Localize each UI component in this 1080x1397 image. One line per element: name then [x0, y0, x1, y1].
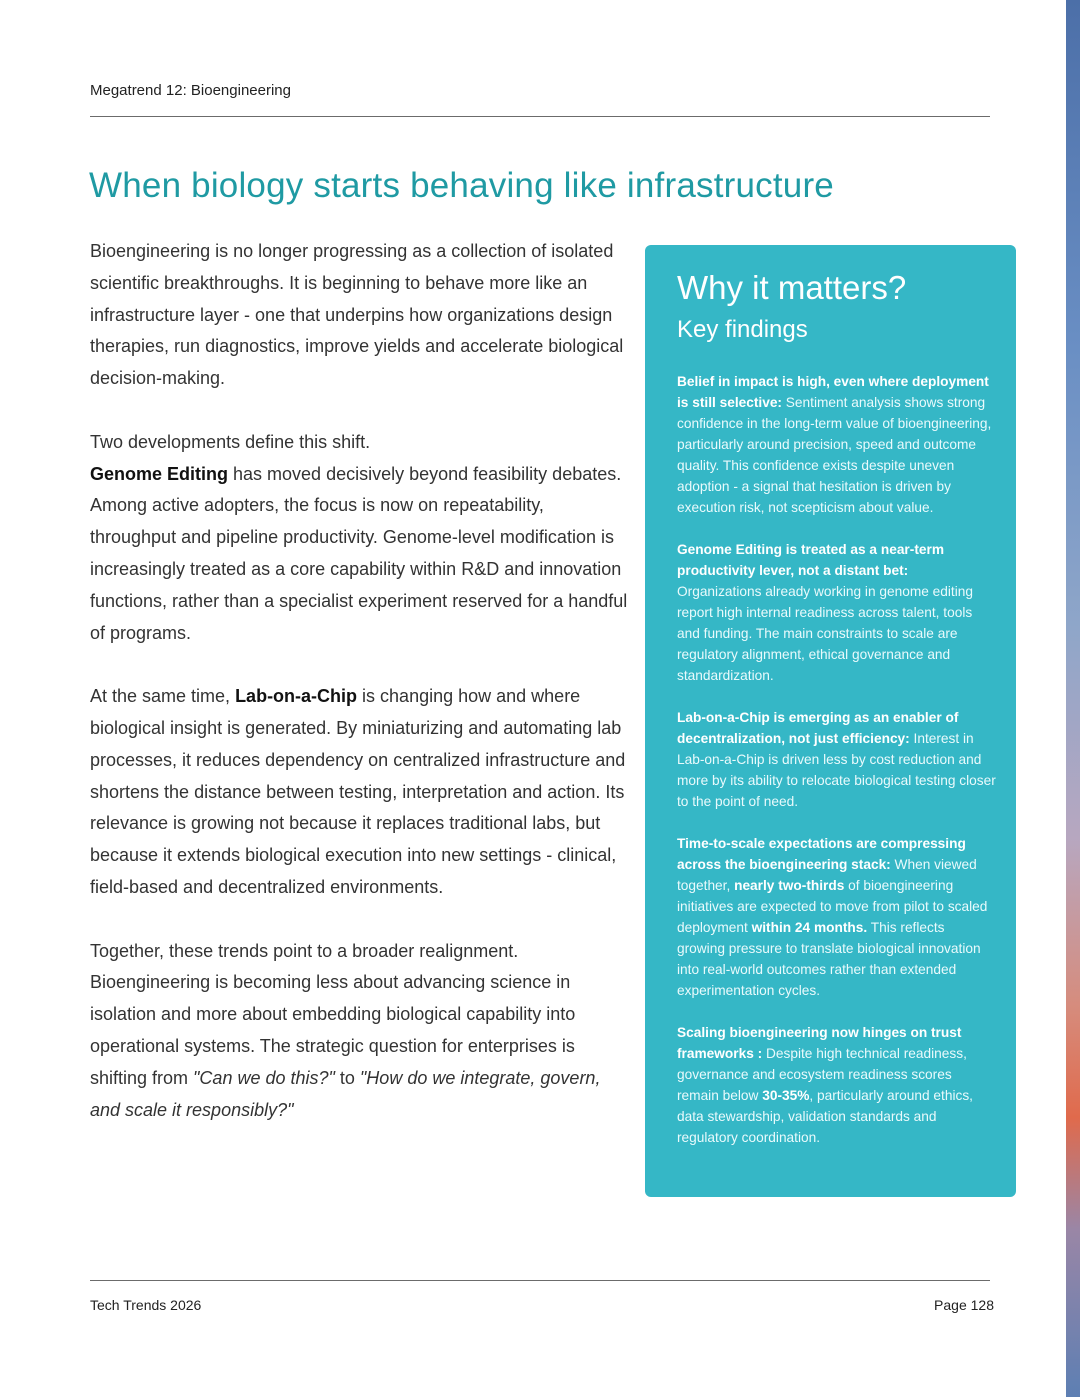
- page-number: Page 128: [934, 1297, 994, 1313]
- finding-4-text-3: This reflects growing pressure to translate biological innovation into real-world outcomes rather than extended experimentation cycles.: [677, 920, 981, 998]
- lab-on-a-chip-lead: At the same time,: [90, 686, 236, 707]
- conclusion-lead: Together, these trends point to a broader realignment. Bioengineering is becoming less about advancing science in isolation and more about embedding biological capability into operational systems. The strategic question for enterprises is shifting from: [90, 940, 576, 1088]
- finding-4-text-2: of bioengineering initiatives are expected to move from pilot to scaled deployment: [677, 878, 988, 935]
- finding-1: [677, 371, 996, 518]
- panel-subtitle: Key findings: [677, 316, 808, 343]
- question-1: "Can we do this?": [193, 1067, 335, 1088]
- finding-3: [677, 707, 996, 812]
- finding-4-lead: Time-to-scale expectations are compressing across the bioengineering stack:: [677, 836, 966, 872]
- header-divider: [90, 116, 990, 117]
- finding-4-emphasis-1: nearly two-thirds: [734, 878, 845, 893]
- finding-2-text: Organizations already working in genome editing report high internal readiness across talent, tools and funding. The main constraints to scale are regulatory alignment, ethical governance and standardization.: [677, 584, 973, 683]
- finding-5-text-2: , particularly around ethics, data stewardship, validation standards and regulatory coordination.: [677, 1088, 973, 1145]
- body-text: [90, 236, 630, 1126]
- finding-3-text: Interest in Lab-on-a-Chip is driven less by cost reduction and more by its ability to relocate biological testing closer to the point of need.: [677, 731, 996, 809]
- term-lab-on-a-chip: Lab-on-a-Chip: [235, 686, 358, 707]
- page-title: When biology starts behaving like infrastructure: [89, 166, 834, 205]
- panel-title: Why it matters?: [677, 269, 907, 306]
- footer-publication: Tech Trends 2026: [90, 1297, 202, 1313]
- finding-2: [677, 539, 996, 686]
- question-2: "How do we integrate, govern, and scale it responsibly?": [90, 1067, 601, 1120]
- finding-5-text-1: Despite high technical readiness, governance and ecosystem readiness scores remain below: [677, 1046, 967, 1103]
- term-genome-editing: Genome Editing: [90, 463, 229, 484]
- decorative-edge-strip: [1066, 0, 1080, 1397]
- paragraph-developments-intro: Two developments define this shift.: [90, 431, 371, 452]
- finding-5-emphasis: 30-35%: [762, 1088, 810, 1103]
- finding-1-lead: Belief in impact is high, even where deployment is still selective:: [677, 374, 989, 410]
- finding-5-lead: Scaling bioengineering now hinges on trust frameworks :: [677, 1025, 962, 1061]
- finding-4-text-1: When viewed together,: [677, 857, 977, 893]
- paragraph-genome-editing: [90, 459, 630, 650]
- lab-on-a-chip-text: is changing how and where biological insight is generated. By miniaturizing and automating lab processes, it reduces dependency on centralized infrastructure and shortens the distance between testing, interpretation and action. Its relevance is growing not because it replaces traditional labs, but because it extends biological execution into new settings - clinical, field-based and decentralized environments.: [90, 686, 626, 897]
- section-header: Megatrend 12: Bioengineering: [90, 82, 291, 99]
- finding-2-lead: Genome Editing is treated as a near-term productivity lever, not a distant bet:: [677, 542, 944, 578]
- genome-editing-text: has moved decisively beyond feasibility debates. Among active adopters, the focus is now on repeatability, throughput and pipeline productivity. Genome-level modification is increasingly treated as a core capability within R&D and innovation functions, rather than a specialist experiment reserved for a handful of programs.: [90, 463, 628, 643]
- footer-divider: [90, 1280, 990, 1281]
- key-findings-panel: [645, 245, 1016, 1197]
- finding-5: [677, 1022, 996, 1148]
- finding-4: [677, 833, 996, 1001]
- conclusion-mid: to: [334, 1067, 360, 1088]
- finding-3-lead: Lab-on-a-Chip is emerging as an enabler of decentralization, not just efficiency:: [677, 710, 959, 746]
- finding-4-emphasis-2: within 24 months.: [751, 920, 868, 935]
- paragraph-conclusion: [90, 936, 630, 1127]
- paragraph-lab-on-a-chip: [90, 681, 630, 904]
- paragraph-intro: Bioengineering is no longer progressing as a collection of isolated scientific breakthroughs. It is beginning to behave more like an infrastructure layer - one that underpins how organizations design therapies, run diagnostics, improve yields and accelerate biological decision-making.: [90, 241, 624, 389]
- finding-1-text: Sentiment analysis shows strong confidence in the long-term value of bioengineering, particularly around precision, speed and outcome quality. This confidence exists despite uneven adoption - a signal that hesitation is driven by execution risk, not scepticism about value.: [677, 395, 992, 515]
